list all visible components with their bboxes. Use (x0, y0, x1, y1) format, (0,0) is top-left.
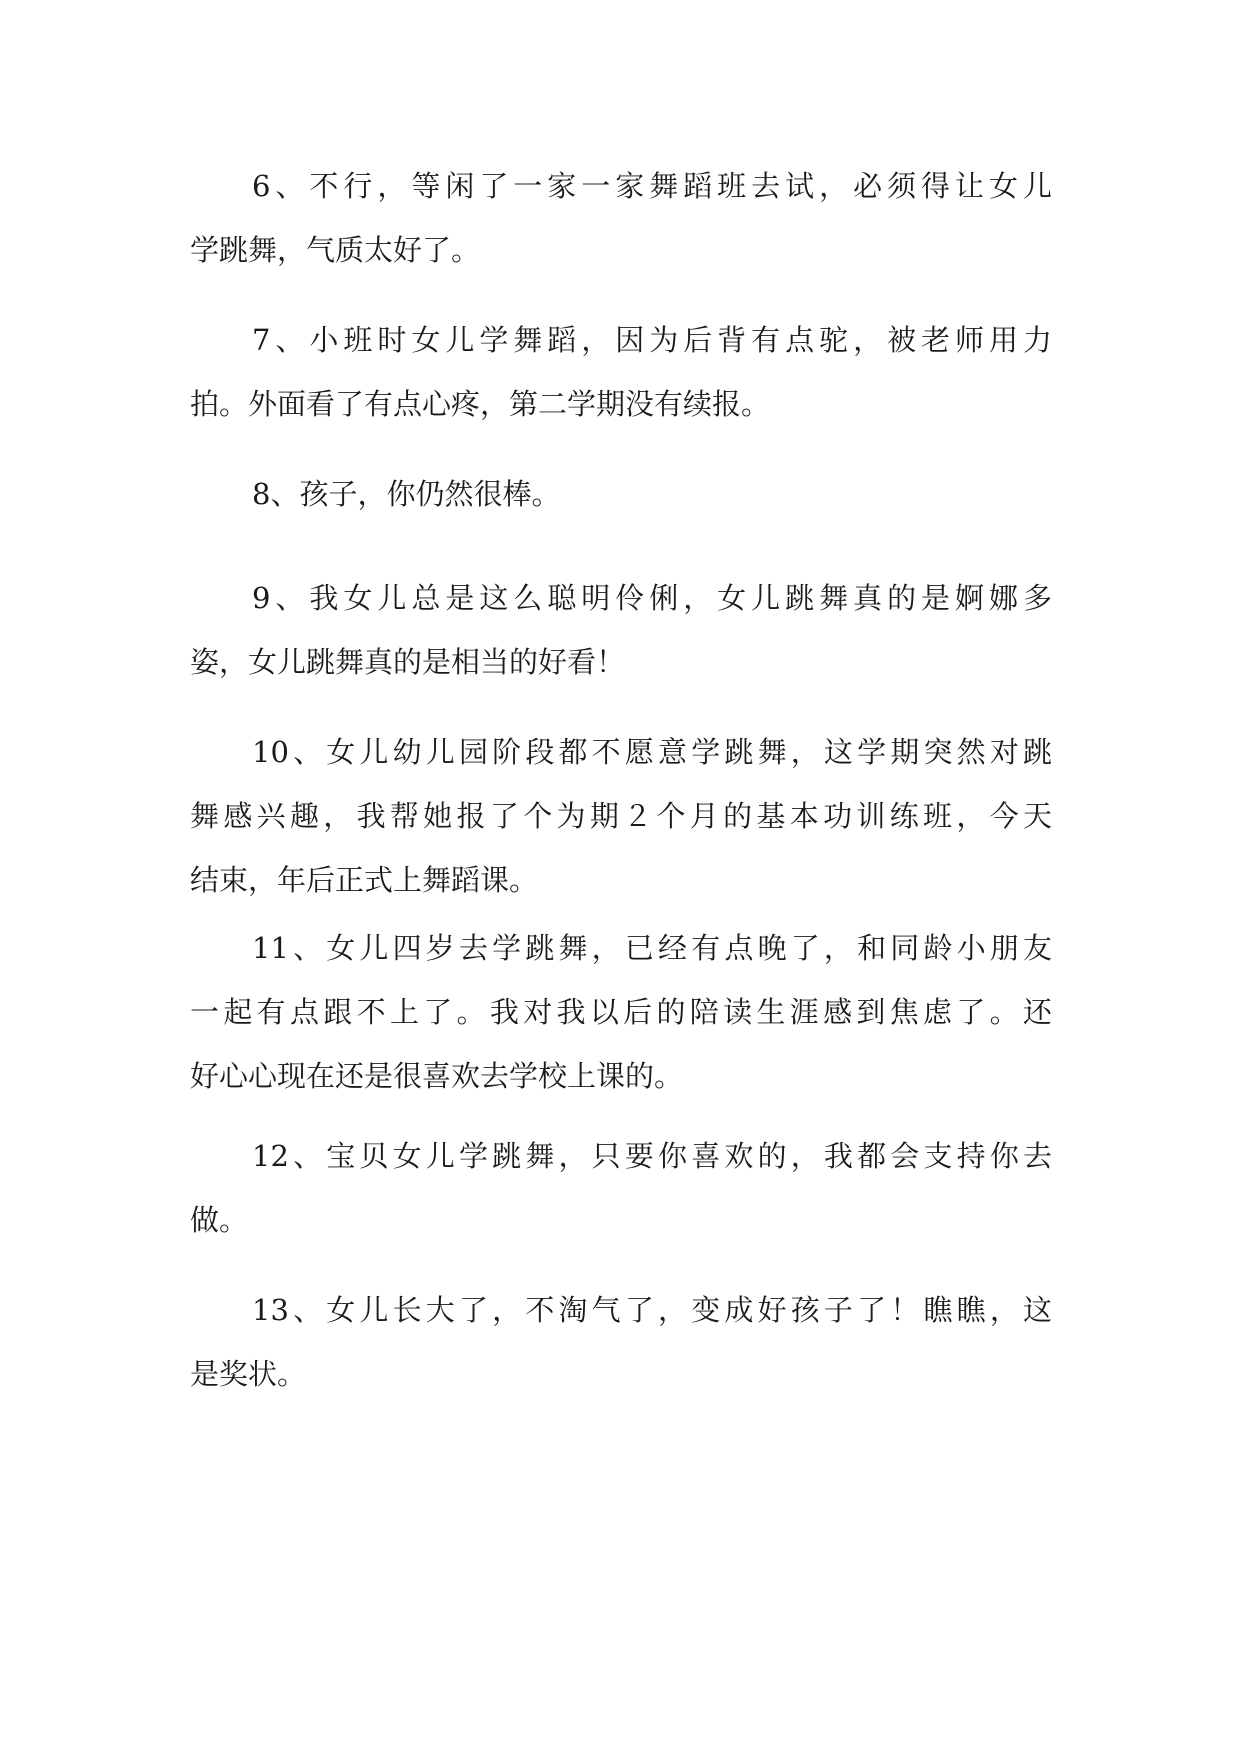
paragraph-line: 结束，年后正式上舞蹈课。 (190, 863, 539, 897)
paragraph-line: 13、女儿长大了，不淘气了，变成好孩子了！瞧瞧，这 (252, 1293, 1052, 1327)
paragraph-line: 是奖状。 (190, 1357, 307, 1391)
paragraph-line: 好心心现在还是很喜欢去学校上课的。 (190, 1059, 684, 1093)
paragraph-10 (190, 720, 1052, 912)
paragraph-line: 做。 (190, 1203, 249, 1237)
paragraph-6 (190, 154, 1052, 282)
paragraph-line: 8、孩子，你仍然很棒。 (252, 477, 561, 511)
paragraph-line: 拍。外面看了有点心疼，第二学期没有续报。 (190, 387, 771, 421)
paragraph-line: 9、我女儿总是这么聪明伶俐，女儿跳舞真的是婀娜多 (252, 581, 1052, 615)
paragraph-line: 舞感兴趣，我帮她报了个为期２个月的基本功训练班，今天 (190, 799, 1052, 833)
paragraph-line: 一起有点跟不上了。我对我以后的陪读生涯感到焦虑了。还 (190, 995, 1052, 1029)
paragraph-12 (190, 1124, 1052, 1252)
paragraph-line: 12、宝贝女儿学跳舞，只要你喜欢的，我都会支持你去 (252, 1139, 1052, 1173)
paragraph-11 (190, 916, 1052, 1108)
paragraph-13 (190, 1278, 1052, 1406)
paragraph-line: 学跳舞，气质太好了。 (190, 233, 481, 267)
paragraph-8 (190, 462, 1052, 526)
paragraph-line: 7、小班时女儿学舞蹈，因为后背有点驼，被老师用力 (252, 323, 1052, 357)
paragraph-line: 10、女儿幼儿园阶段都不愿意学跳舞，这学期突然对跳 (252, 735, 1052, 769)
paragraph-7 (190, 308, 1052, 436)
paragraph-line: 6、不行，等闲了一家一家舞蹈班去试，必须得让女儿 (252, 169, 1052, 203)
paragraph-9 (190, 566, 1052, 694)
paragraph-line: 姿，女儿跳舞真的是相当的好看！ (190, 645, 626, 679)
paragraph-line: 11、女儿四岁去学跳舞，已经有点晚了，和同龄小朋友 (252, 931, 1052, 965)
